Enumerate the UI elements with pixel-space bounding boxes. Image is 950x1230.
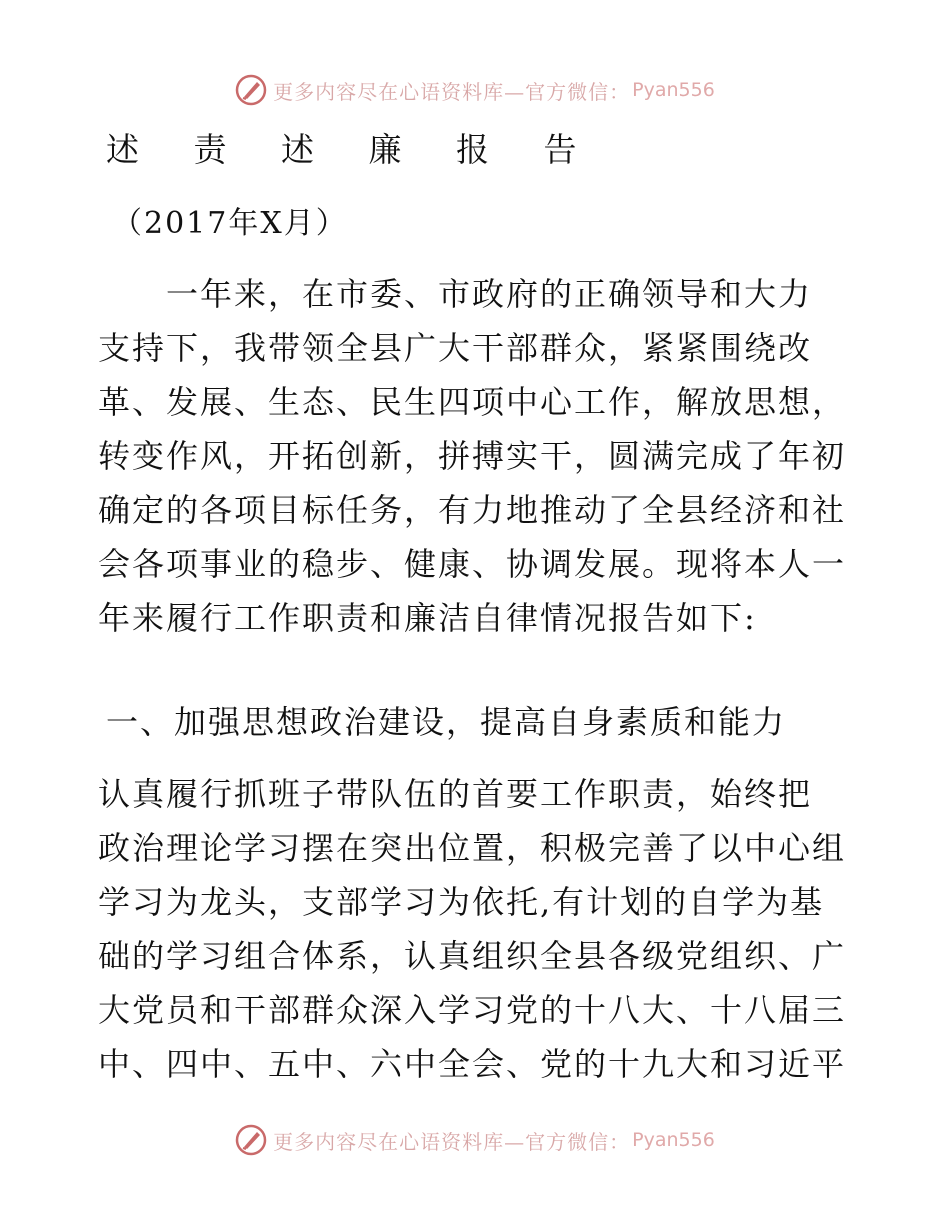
document-title: 述 责 述 廉 报 告 (106, 130, 599, 169)
text-line: 年来履行工作职责和廉洁自律情况报告如下: (98, 599, 757, 637)
watermark-text: 更多内容尽在心语资料库—官方微信： (273, 1129, 631, 1154)
watermark-wechat-id: Pyan556 (632, 79, 715, 101)
watermark-banner-top (0, 70, 950, 110)
watermark-banner-bottom (0, 1120, 950, 1160)
text-line: 确定的各项目标任务，有力地推动了全县经济和社 (98, 491, 847, 529)
paragraph-section1 (98, 767, 858, 1091)
text-line: 认真履行抓班子带队伍的首要工作职责，始终把 (98, 775, 813, 813)
section-heading: 一、加强思想政治建设，提高自身素质和能力 (106, 703, 787, 741)
text-line: 学习为龙头，支部学习为依托,有计划的自学为基 (98, 883, 825, 921)
quill-pen-icon (235, 1124, 267, 1156)
text-line: 政治理论学习摆在突出位置，积极完善了以中心组 (98, 829, 847, 867)
text-line: 大党员和干部群众深入学习党的十八大、十八届三 (98, 991, 847, 1029)
text-line: 础的学习组合体系，认真组织全县各级党组织、广 (98, 937, 847, 975)
text-line: 支持下，我带领全县广大干部群众，紧紧围绕改 (98, 329, 813, 367)
text-line: 一年来，在市委、市政府的正确领导和大力 (98, 275, 813, 313)
text-line: 会各项事业的稳步、健康、协调发展。现将本人一 (98, 545, 847, 583)
paragraph-intro (98, 267, 858, 645)
watermark-wechat-id: Pyan556 (632, 1129, 715, 1151)
text-line: 中、四中、五中、六中全会、党的十九大和习近平 (98, 1045, 847, 1083)
watermark-text: 更多内容尽在心语资料库—官方微信： (273, 79, 631, 104)
text-line: 转变作风，开拓创新，拼搏实干，圆满完成了年初 (98, 437, 847, 475)
quill-pen-icon (235, 74, 267, 106)
document-date: （2017年X月） (112, 206, 348, 241)
text-line: 革、发展、生态、民生四项中心工作，解放思想， (98, 383, 847, 421)
